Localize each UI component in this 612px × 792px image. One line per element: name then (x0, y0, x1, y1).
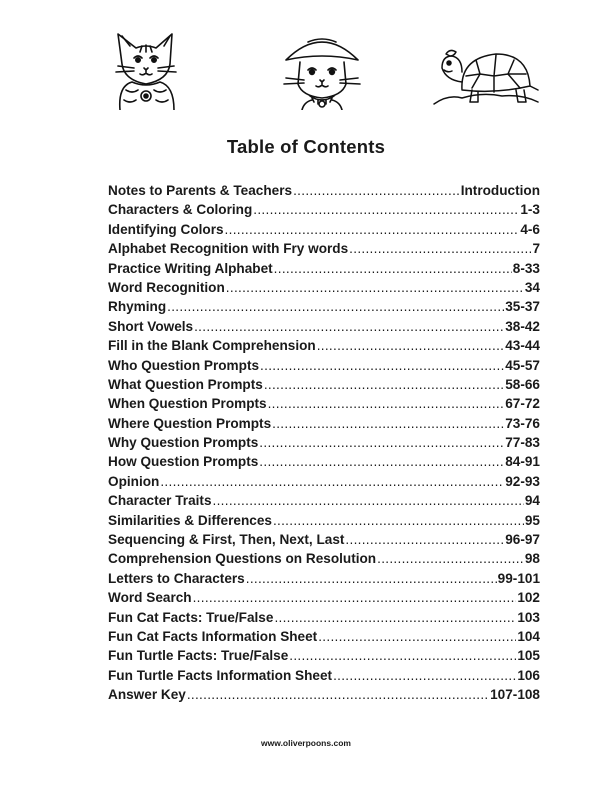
toc-entry (108, 668, 540, 687)
toc-entry-title: Who Question Prompts (108, 357, 260, 373)
toc-entry-title: How Question Prompts (108, 454, 259, 470)
toc-dot-leader (246, 571, 497, 586)
toc-entry-page: 7 (532, 241, 540, 257)
toc-dot-leader (345, 532, 504, 547)
toc-entry (108, 202, 540, 221)
toc-entry-page: Introduction (460, 183, 540, 198)
toc-dot-leader (272, 416, 504, 431)
toc-entry-title: Alphabet Recognition with Fry words (108, 241, 349, 257)
toc-entry-title: Fun Cat Facts Information Sheet (108, 628, 318, 644)
toc-dot-leader (167, 299, 504, 314)
toc-entry-page: 98 (524, 551, 540, 567)
toc-entry-title: Where Question Prompts (108, 415, 272, 431)
toc-dot-leader (349, 241, 531, 256)
toc-entry-page: 45-57 (505, 357, 540, 373)
toc-entry (108, 416, 540, 435)
toc-entry (108, 610, 540, 629)
cat-illustration (108, 30, 184, 110)
toc-entry-title: Similarities & Differences (108, 512, 272, 528)
toc-dot-leader (289, 648, 516, 663)
toc-dot-leader (260, 358, 504, 373)
toc-entry-title: Notes to Parents & Teachers (108, 183, 293, 198)
toc-entry (108, 299, 540, 318)
toc-entry (108, 319, 540, 338)
toc-entry-page: 105 (517, 648, 540, 664)
toc-entry-page: 92-93 (505, 473, 540, 489)
toc-dot-leader (194, 319, 504, 334)
toc-dot-leader (317, 338, 505, 353)
toc-dot-leader (259, 454, 504, 469)
toc-dot-leader (274, 261, 512, 276)
toc-entry-page: 35-37 (505, 299, 540, 315)
toc-entry (108, 590, 540, 609)
toc-entry (108, 571, 540, 590)
toc-entry (108, 648, 540, 667)
footer-url: www.oliverpoons.com (261, 738, 351, 748)
toc-dot-leader (377, 551, 524, 566)
toc-entry-page: 96-97 (505, 532, 540, 548)
toc-entry-title: Character Traits (108, 493, 212, 509)
toc-entry-page: 107-108 (490, 687, 540, 703)
toc-entry-page: 102 (517, 590, 540, 606)
toc-dot-leader (225, 222, 520, 237)
toc-entry-page: 99-101 (497, 570, 540, 586)
toc-dot-leader (293, 183, 460, 198)
toc-entry (108, 261, 540, 280)
toc-entry (108, 338, 540, 357)
toc-entry (108, 513, 540, 532)
toc-entry-title: Word Search (108, 590, 192, 606)
cat-with-hat-illustration (280, 30, 364, 110)
toc-dot-leader (226, 280, 524, 295)
toc-entry-page: 1-3 (520, 202, 540, 218)
toc-entry (108, 474, 540, 493)
toc-entry (108, 454, 540, 473)
toc-entry-title: Identifying Colors (108, 221, 224, 237)
toc-entry (108, 396, 540, 415)
turtle-illustration (432, 46, 540, 108)
toc-entry (108, 222, 540, 241)
toc-entry-page: 4-6 (520, 221, 540, 237)
toc-entry-title: Short Vowels (108, 318, 194, 334)
toc-dot-leader (333, 668, 516, 683)
toc-entry (108, 532, 540, 551)
table-of-contents (108, 183, 540, 707)
toc-entry-page: 34 (524, 279, 540, 295)
toc-entry-page: 38-42 (505, 318, 540, 334)
toc-dot-leader (259, 435, 504, 450)
toc-dot-leader (318, 629, 516, 644)
header-illustrations (0, 0, 612, 110)
toc-entry-page: 106 (517, 667, 540, 683)
toc-entry-title: Fun Cat Facts: True/False (108, 609, 274, 625)
page-title: Table of Contents (226, 136, 386, 157)
toc-entry (108, 493, 540, 512)
toc-entry-title: Sequencing & First, Then, Next, Last (108, 532, 345, 548)
toc-entry (108, 687, 540, 706)
toc-entry (108, 377, 540, 396)
toc-entry-page: 43-44 (505, 338, 540, 354)
toc-dot-leader (160, 474, 504, 489)
toc-entry-title: What Question Prompts (108, 376, 263, 392)
toc-entry-page: 58-66 (505, 376, 540, 392)
toc-entry-page: 73-76 (505, 415, 540, 431)
toc-entry-title: When Question Prompts (108, 396, 267, 412)
toc-entry-title: Letters to Characters (108, 570, 245, 586)
toc-dot-leader (273, 513, 524, 528)
toc-entry (108, 435, 540, 454)
toc-entry (108, 280, 540, 299)
toc-entry (108, 629, 540, 648)
toc-dot-leader (264, 377, 504, 392)
toc-dot-leader (268, 396, 505, 411)
toc-dot-leader (274, 610, 516, 625)
toc-entry-page: 95 (524, 512, 540, 528)
toc-entry-page: 94 (524, 493, 540, 509)
toc-entry (108, 183, 540, 202)
toc-dot-leader (213, 493, 524, 508)
toc-entry-page: 67-72 (505, 396, 540, 412)
toc-entry-title: Comprehension Questions on Resolution (108, 551, 377, 567)
toc-entry-page: 77-83 (505, 435, 540, 451)
toc-entry (108, 241, 540, 260)
toc-entry-title: Fun Turtle Facts: True/False (108, 648, 289, 664)
toc-dot-leader (253, 202, 519, 217)
toc-entry-title: Why Question Prompts (108, 435, 259, 451)
toc-entry-page: 103 (517, 609, 540, 625)
toc-entry-title: Rhyming (108, 299, 167, 315)
toc-entry-title: Fill in the Blank Comprehension (108, 338, 316, 354)
toc-entry-title: Characters & Coloring (108, 202, 253, 218)
toc-entry-title: Answer Key (108, 687, 186, 703)
toc-entry (108, 551, 540, 570)
toc-entry-page: 84-91 (505, 454, 540, 470)
toc-entry-page: 104 (517, 628, 540, 644)
toc-entry-title: Fun Turtle Facts Information Sheet (108, 667, 333, 683)
toc-entry-title: Opinion (108, 473, 160, 489)
toc-entry-page: 8-33 (512, 260, 540, 276)
toc-entry (108, 358, 540, 377)
toc-entry-title: Practice Writing Alphabet (108, 260, 273, 276)
toc-dot-leader (193, 590, 517, 605)
toc-dot-leader (187, 687, 489, 702)
toc-entry-title: Word Recognition (108, 279, 225, 295)
